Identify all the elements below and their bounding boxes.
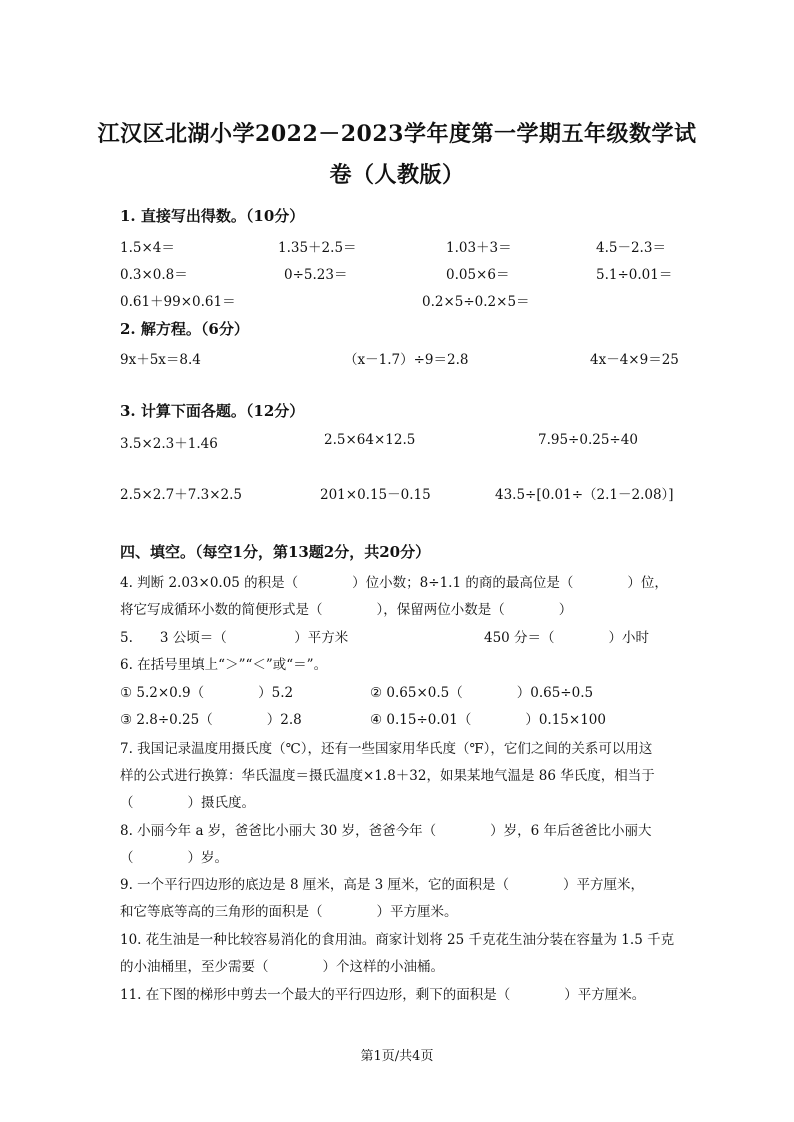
question-5-part-1: 5. 3 公顷＝（ ）平方米 xyxy=(120,630,349,646)
problem-1-2: 1.35＋2.5＝ xyxy=(278,240,357,256)
equation-2: （x－1.7）÷9＝2.8 xyxy=(344,352,469,368)
exam-title-line-2: 卷（人教版） xyxy=(329,162,465,188)
page-footer: 第1页/共4页 xyxy=(360,1049,434,1064)
question-5-part-2: 450 分＝（ ）小时 xyxy=(484,630,650,646)
question-9-line-1: 9. 一个平行四边形的底边是 8 厘米，高是 3 厘米，它的面积是（ ）平方厘米， xyxy=(120,877,645,893)
question-8-line-2: （ ）岁。 xyxy=(120,850,228,866)
problem-1-4: 4.5－2.3＝ xyxy=(596,240,666,256)
problem-1-5: 0.3×0.8＝ xyxy=(120,267,188,283)
question-6-item-4: ④ 0.15÷0.01（ ）0.15×100 xyxy=(370,712,606,728)
question-6-prompt: 6. 在括号里填上“＞”“＜”或“＝”。 xyxy=(120,657,328,673)
problem-1-10: 0.2×5÷0.2×5＝ xyxy=(422,294,530,310)
equation-3: 4x－4×9＝25 xyxy=(590,352,679,368)
calc-2: 2.5×64×12.5 xyxy=(324,432,416,448)
question-6-item-2: ② 0.65×0.5（ ）0.65÷0.5 xyxy=(370,685,594,701)
question-6-item-1: ① 5.2×0.9（ ）5.2 xyxy=(120,685,294,701)
calc-1: 3.5×2.3＋1.46 xyxy=(120,436,218,452)
question-9-line-2: 和它等底等高的三角形的面积是（ ）平方厘米。 xyxy=(120,904,458,920)
question-7-line-1: 7. 我国记录温度用摄氏度（℃），还有一些国家用华氏度（℉），它们之间的关系可以用这 xyxy=(120,741,653,757)
question-8-line-1: 8. 小丽今年 a 岁，爸爸比小丽大 30 岁，爸爸今年（ ）岁，6 年后爸爸比小丽大 xyxy=(120,823,652,839)
question-11-line-1: 11. 在下图的梯形中剪去一个最大的平行四边形，剩下的面积是（ ）平方厘米。 xyxy=(120,987,646,1003)
problem-1-6: 0÷5.23＝ xyxy=(284,267,348,283)
problem-1-3: 1.03＋3＝ xyxy=(446,240,512,256)
equation-1: 9x＋5x＝8.4 xyxy=(120,352,201,368)
problem-1-8: 5.1÷0.01＝ xyxy=(596,267,673,283)
exam-title-line-1: 江汉区北湖小学2022－2023学年度第一学期五年级数学试 xyxy=(97,121,697,147)
question-6-item-3: ③ 2.8÷0.25（ ）2.8 xyxy=(120,712,302,728)
section-2-heading: 2. 解方程。（6分） xyxy=(120,320,249,338)
calc-3: 7.95÷0.25÷40 xyxy=(538,432,638,448)
calc-5: 201×0.15－0.15 xyxy=(320,487,431,503)
question-10-line-1: 10. 花生油是一种比较容易消化的食用油。商家计划将 25 千克花生油分装在容量为 1.5 千克 xyxy=(120,932,675,948)
section-4-heading: 四、填空。（每空1分，第13题2分，共20分） xyxy=(120,543,431,561)
problem-1-1: 1.5×4＝ xyxy=(120,240,175,256)
question-4-line-1: 4. 判断 2.03×0.05 的积是（ ）位小数；8÷1.1 的商的最高位是（ ）位， xyxy=(120,575,668,591)
question-4-line-2: 将它写成循环小数的简便形式是（ ），保留两位小数是（ ） xyxy=(120,602,573,618)
section-1-heading: 1. 直接写出得数。（10分） xyxy=(120,207,305,225)
problem-1-9: 0.61＋99×0.61＝ xyxy=(120,294,236,310)
question-10-line-2: 的小油桶里，至少需要（ ）个这样的小油桶。 xyxy=(120,959,444,975)
section-3-heading: 3. 计算下面各题。（12分） xyxy=(120,402,305,420)
calc-6: 43.5÷[0.01÷（2.1－2.08）] xyxy=(495,487,674,503)
question-7-line-3: （ ）摄氏度。 xyxy=(120,795,255,811)
calc-4: 2.5×2.7＋7.3×2.5 xyxy=(120,487,243,503)
problem-1-7: 0.05×6＝ xyxy=(446,267,510,283)
question-7-line-2: 样的公式进行换算：华氏温度＝摄氏温度×1.8＋32，如果某地气温是 86 华氏度，相当于 xyxy=(120,768,655,784)
